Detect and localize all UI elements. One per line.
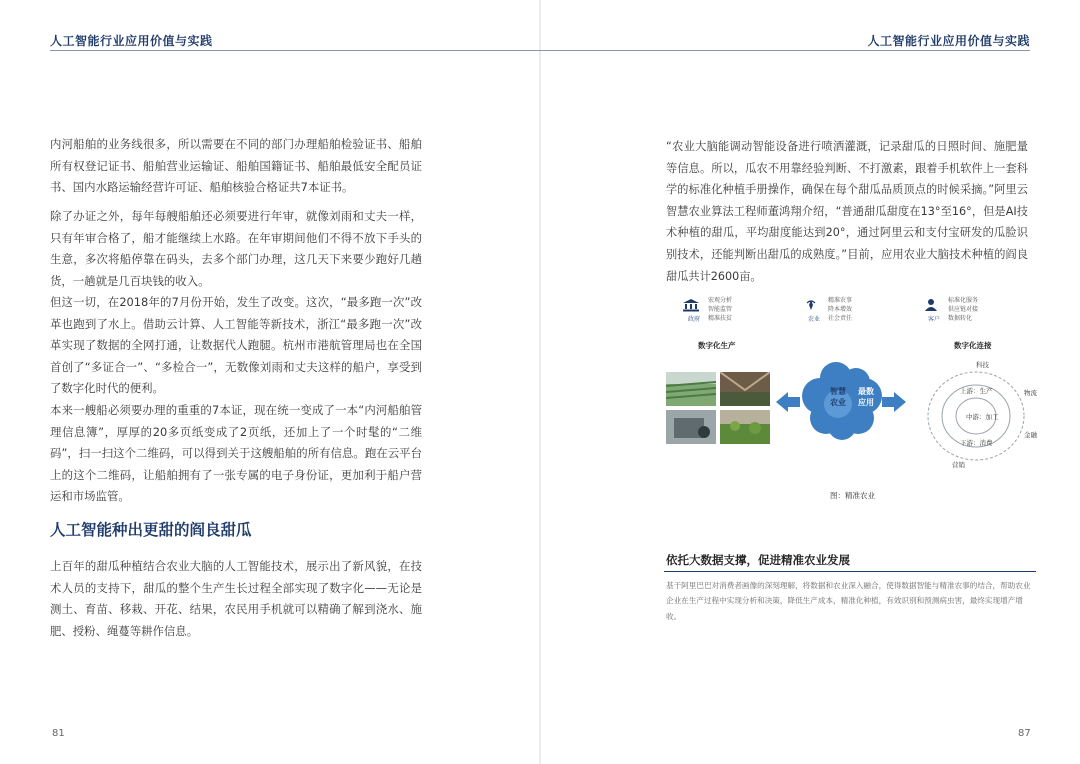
group-customer bbox=[922, 294, 1032, 334]
ring-label-finance: 金融 bbox=[1024, 431, 1037, 439]
sidebox-title: 依托大数据支撑，促进精准农业发展 bbox=[666, 553, 850, 567]
group-item: 社会责任 bbox=[828, 315, 853, 322]
header-title-left: 人工智能行业应用价值与实践 bbox=[50, 34, 213, 48]
group-government bbox=[682, 294, 782, 334]
crop-field-photo bbox=[720, 410, 770, 444]
ring-label-upstream: 上游：生产 bbox=[960, 387, 993, 395]
group-item: 降本增效 bbox=[828, 306, 853, 313]
group-agriculture-label: 农业 bbox=[807, 316, 820, 323]
subtitle-digital-connection: 数字化连接 bbox=[954, 341, 992, 350]
greenhouse-photo bbox=[666, 372, 716, 406]
subtitle-digital-production: 数字化生产 bbox=[698, 341, 736, 350]
header-rule-left bbox=[50, 50, 540, 51]
cloud-text-left bbox=[824, 386, 852, 408]
ring-label-marketing: 营销 bbox=[952, 461, 965, 469]
cloud-right-line-1: 最数 bbox=[858, 387, 874, 396]
sidebox-rule bbox=[664, 571, 1036, 572]
section-title: 人工智能种出更甜的阎良甜瓜 bbox=[50, 521, 252, 539]
paragraph-3: 但这一切，在2018年的7月份开始，发生了改变。这次，“最多跑一次”改革也跑到了水上。借助云计算、人工智能等新技术，浙江“最多跑一次”改革实现了数据的全网打通，让数据代人跑腿。杭州市港航管理局也在全国首创了“多证合一”、“多检合一”，无数像刘雨和丈夫这样的船户，享受到了数字化时代的便利。 bbox=[50, 295, 422, 396]
header-rule-right bbox=[540, 50, 1030, 51]
government-icon bbox=[682, 298, 700, 312]
group-government-items bbox=[708, 296, 732, 323]
group-agriculture bbox=[802, 294, 902, 334]
header-title-right: 人工智能行业应用价值与实践 bbox=[867, 34, 1030, 48]
paragraph-2: 除了办证之外，每年每艘船舶还必须要进行年审，就像刘雨和丈夫一样，只有年审合格了，船才能继续上水路。在年审期间他们不得不放下手头的生意，多次将船停靠在码头，去多个部门办理，这几天下来要少跑好几趟货，一趟就是几百块钱的收入。 bbox=[50, 209, 422, 288]
cloud-left-line-1: 智慧 bbox=[830, 387, 846, 396]
group-item: 供应链对接 bbox=[948, 306, 979, 313]
group-customer-label: 客户 bbox=[927, 316, 940, 323]
ring-label-midstream: 中游：加工 bbox=[966, 413, 999, 421]
page-number-right: 87 bbox=[1018, 728, 1031, 739]
group-agriculture-items bbox=[828, 296, 852, 323]
quote-paragraph: “农业大脑能调动智能设备进行喷洒灌溉，记录甜瓜的日照时间、施肥量等信息。所以，瓜农不用靠经验判断、不打激素，跟着手机软件上一套科学的标准化种植手册操作，确保在每个甜瓜品质顶点的时候采摘。”阿里云智慧农业算法工程师董鸿翔介绍，“普通甜瓜甜度在13°至16°，但是AI技术种植的甜瓜，平均甜度能达到20°，通过阿里云和支付宝研发的瓜脸识别技术，还能判断出甜瓜的成熟度。”目前，应用农业大脑技术种植的阎良甜瓜共计2600亩。 bbox=[666, 140, 1028, 283]
group-item: 精准扶贫 bbox=[708, 315, 733, 322]
cloud-left-line-2: 农业 bbox=[830, 398, 846, 407]
group-item: 智能监管 bbox=[708, 306, 733, 313]
diagram-caption: 图：精准农业 bbox=[830, 491, 875, 500]
greenhouse-interior-photo bbox=[720, 372, 770, 406]
ring-label-downstream: 下游：消费 bbox=[960, 439, 993, 447]
page-number-left: 81 bbox=[52, 728, 65, 739]
precision-agriculture-diagram bbox=[664, 290, 1044, 520]
group-item: 标准化服务 bbox=[948, 297, 979, 304]
right-page bbox=[540, 0, 1080, 764]
ring-label-logistics: 物流 bbox=[1024, 389, 1037, 397]
farmer-icon bbox=[802, 298, 820, 312]
section-paragraph: 上百年的甜瓜种植结合农业大脑的人工智能技术，展示出了新风貌，在技术人员的支持下，甜瓜的整个生产生长过程全部实现了数字化——无论是测土、育苗、移栽、开花、结果，农民用手机就可以精确了解到浇水、施肥、授粉、绳蔓等耕作信息。 bbox=[50, 559, 422, 638]
paragraph-4: 本来一艘船必须要办理的重重的7本证，现在统一变成了一本“内河船舶管理信息簿”，厚厚的20多页纸变成了2页纸，还加上了一个时髦的“二维码”，扫一扫这个二维码，可以得到关于这艘船舶的所有信息。跑在云平台上的这个二维码，让船舶拥有了一张专属的电子身份证，更加利于船户营运和市场监管。 bbox=[50, 403, 422, 504]
cloud-right-line-2: 应用 bbox=[858, 398, 874, 407]
machine-photo bbox=[666, 410, 716, 444]
group-government-label: 政府 bbox=[687, 316, 700, 323]
ring-label-tech: 科技 bbox=[976, 361, 989, 369]
group-item: 数据转化 bbox=[948, 315, 973, 322]
cloud-text-right bbox=[852, 386, 880, 408]
group-item: 精准农事 bbox=[828, 297, 853, 304]
sidebox-text: 基于阿里巴巴对消费者画像的深刻理解，将数据和农业深入融合，使得数据智能与精准农事的结合，帮助农业企业在生产过程中实现分析和决策，降低生产成本，精准化种植，有效识别和预测病虫害，最终实现增产增收。 bbox=[666, 581, 1031, 621]
group-customer-items bbox=[948, 296, 978, 323]
group-item: 宏观分析 bbox=[708, 297, 733, 304]
paragraph-1: 内河船舶的业务线很多，所以需要在不同的部门办理船舶检验证书、船舶所有权登记证书、船舶营业运输证、船舶国籍证书、船舶最低安全配员证书、国内水路运输经营许可证、船舶核验合格证共7本证书。 bbox=[50, 137, 422, 195]
customer-icon bbox=[922, 298, 940, 312]
